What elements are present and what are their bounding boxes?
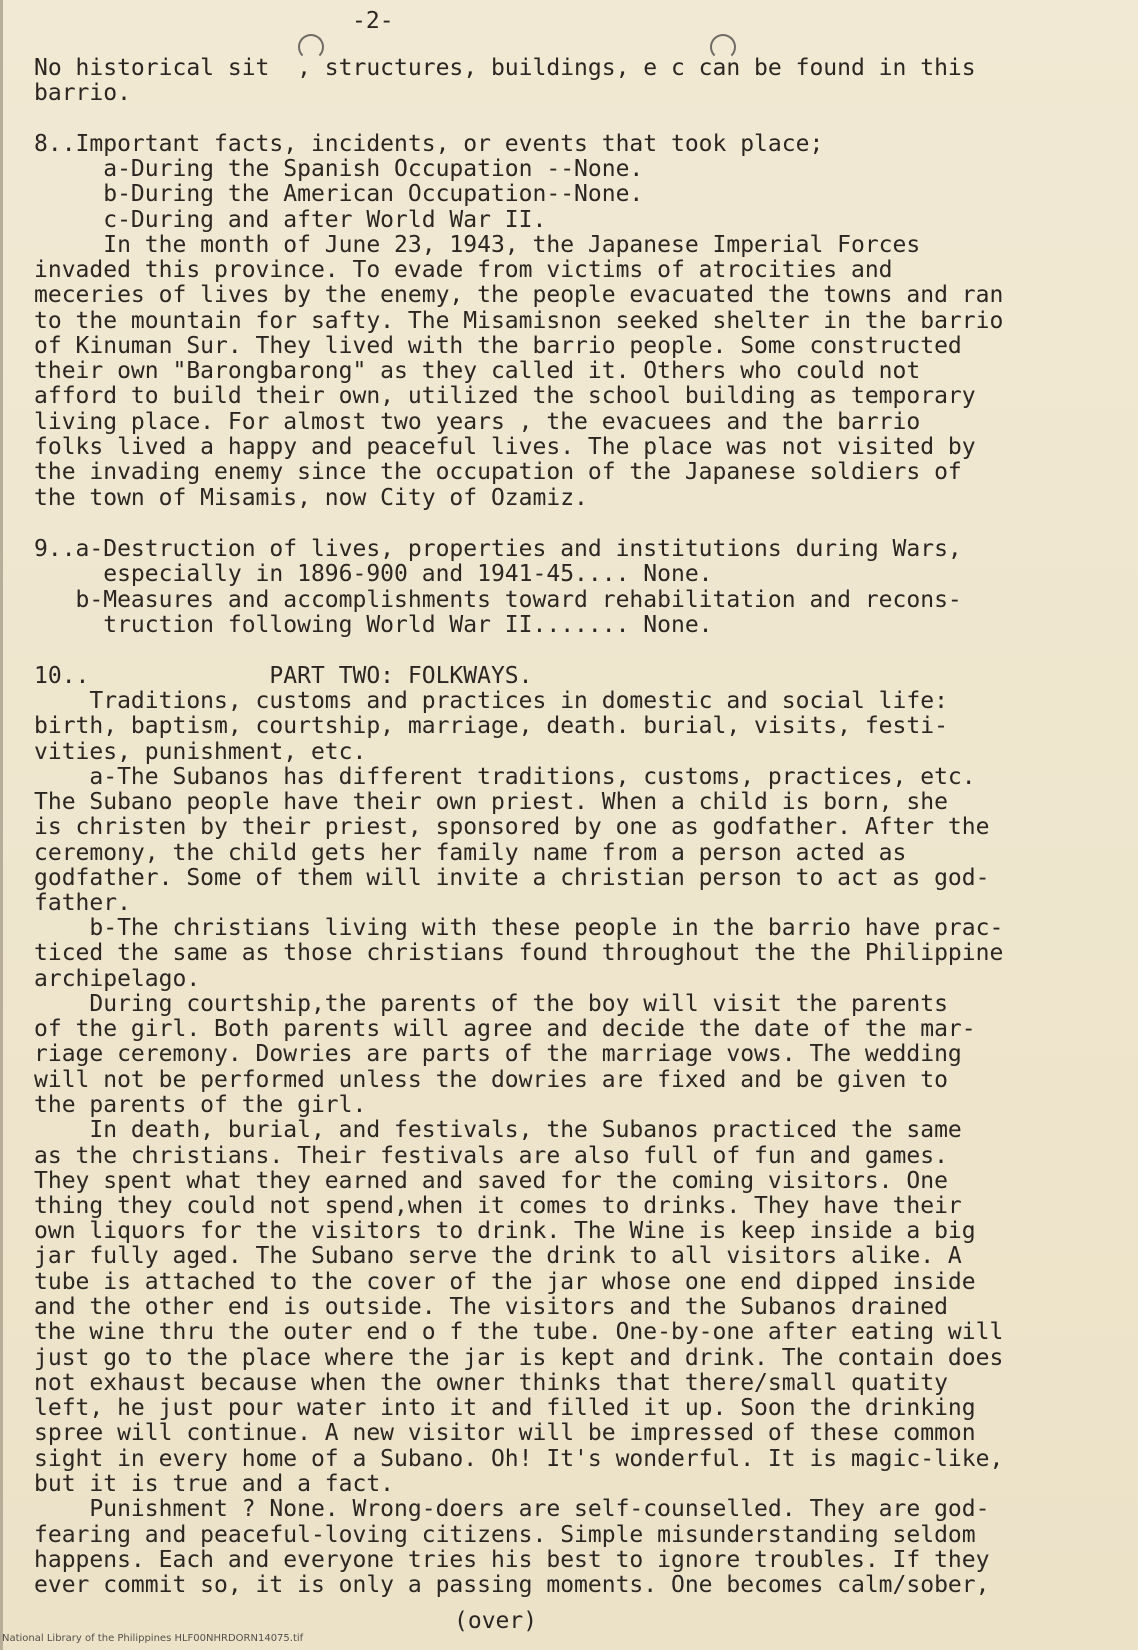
text-line: ceremony, the child gets her family name from a person acted as — [34, 840, 907, 866]
text-line: b-The christians living with these people in the barrio have prac- — [34, 915, 1004, 941]
text-line: folks lived a happy and peaceful lives. The place was not visited by — [34, 434, 976, 460]
text-line: In death, burial, and festivals, the Subanos practiced the same — [34, 1117, 962, 1143]
text-line: barrio. — [34, 80, 131, 106]
text-line: and the other end is outside. The visitors and the Subanos drained — [34, 1294, 948, 1320]
text-line: 10.. PART TWO: FOLKWAYS. — [34, 663, 533, 689]
text-line: the wine thru the outer end o f the tube. One-by-one after eating will — [34, 1319, 1004, 1345]
text-line: tube is attached to the cover of the jar whose one end dipped inside — [34, 1269, 976, 1295]
text-line: is christen by their priest, sponsored by one as godfather. After the — [34, 814, 990, 840]
text-line: but it is true and a fact. — [34, 1471, 395, 1497]
text-line: will not be performed unless the dowries are fixed and be given to — [34, 1067, 948, 1093]
text-line: ticed the same as those christians found throughout the the Philippine — [34, 940, 1004, 966]
over-note: (over) — [454, 1608, 538, 1634]
text-line: of the girl. Both parents will agree and decide the date of the mar- — [34, 1016, 976, 1042]
text-line: c-During and after World War II. — [34, 207, 547, 233]
text-line: invaded this province. To evade from victims of atrocities and — [34, 257, 893, 283]
text-line: b-Measures and accomplishments toward rehabilitation and recons- — [34, 587, 962, 613]
text-line: the parents of the girl. — [34, 1092, 367, 1118]
text-line: the town of Misamis, now City of Ozamiz. — [34, 485, 588, 511]
text-line: archipelago. — [34, 966, 201, 992]
text-line: as the christians. Their festivals are also full of fun and games. — [34, 1143, 948, 1169]
text-line: happens. Each and everyone tries his best to ignore troubles. If they — [34, 1547, 990, 1573]
text-line: a-During the Spanish Occupation --None. — [34, 156, 644, 182]
text-line: birth, baptism, courtship, marriage, death. burial, visits, festi- — [34, 713, 948, 739]
text-line: meceries of lives by the enemy, the people evacuated the towns and ran — [34, 282, 1004, 308]
text-line: left, he just pour water into it and filled it up. Soon the drinking — [34, 1395, 976, 1421]
text-line: jar fully aged. The Subano serve the drink to all visitors alike. A — [34, 1243, 962, 1269]
page-edge — [0, 0, 3, 1650]
text-line: their own "Barongbarong" as they called it. Others who could not — [34, 358, 921, 384]
text-line: a-The Subanos has different traditions, customs, practices, etc. — [34, 764, 976, 790]
text-line: No historical sit , structures, buildings, e c can be found in this — [34, 55, 976, 81]
text-line: 9..a-Destruction of lives, properties and institutions during Wars, — [34, 536, 962, 562]
text-line: In the month of June 23, 1943, the Japanese Imperial Forces — [34, 232, 921, 258]
text-line: sight in every home of a Subano. Oh! It's wonderful. It is magic-like, — [34, 1446, 1004, 1472]
text-line: afford to build their own, utilized the school building as temporary — [34, 383, 976, 409]
text-line: ever commit so, it is only a passing moments. One becomes calm/sober, — [34, 1572, 990, 1598]
text-line: vities, punishment, etc. — [34, 739, 367, 765]
text-line: of Kinuman Sur. They lived with the barrio people. Some constructed — [34, 333, 962, 359]
text-line: 8..Important facts, incidents, or events that took place; — [34, 131, 824, 157]
text-line: Traditions, customs and practices in domestic and social life: — [34, 688, 948, 714]
text-line: the invading enemy since the occupation of the Japanese soldiers of — [34, 459, 962, 485]
page-number: -2- — [352, 8, 394, 34]
text-line: The Subano people have their own priest. When a child is born, she — [34, 789, 948, 815]
text-line: They spent what they earned and saved for the coming visitors. One — [34, 1168, 948, 1194]
text-line: truction following World War II....... None. — [34, 612, 713, 638]
text-line: own liquors for the visitors to drink. The Wine is keep inside a big — [34, 1218, 976, 1244]
text-line: During courtship,the parents of the boy will visit the parents — [34, 991, 948, 1017]
text-line: fearing and peaceful-loving citizens. Simple misunderstanding seldom — [34, 1522, 976, 1548]
text-line: especially in 1896-900 and 1941-45.... None. — [34, 561, 713, 587]
text-line: living place. For almost two years , the evacuees and the barrio — [34, 409, 921, 435]
text-line: not exhaust because when the owner thinks that there/small quatity — [34, 1370, 948, 1396]
text-line: godfather. Some of them will invite a christian person to act as god- — [34, 865, 990, 891]
text-line: to the mountain for safty. The Misamisnon seeked shelter in the barrio — [34, 308, 1004, 334]
text-line: b-During the American Occupation--None. — [34, 181, 644, 207]
footer-caption: National Library of the Philippines HLF00NHRDORN14075.tif — [2, 1633, 304, 1644]
text-line: just go to the place where the jar is kept and drink. The contain does — [34, 1345, 1004, 1371]
text-line: spree will continue. A new visitor will be impressed of these common — [34, 1420, 976, 1446]
text-line: father. — [34, 890, 131, 916]
text-line: riage ceremony. Dowries are parts of the marriage vows. The wedding — [34, 1041, 962, 1067]
text-line: Punishment ? None. Wrong-doers are self-counselled. They are god- — [34, 1496, 990, 1522]
text-line: thing they could not spend,when it comes to drinks. They have their — [34, 1193, 962, 1219]
